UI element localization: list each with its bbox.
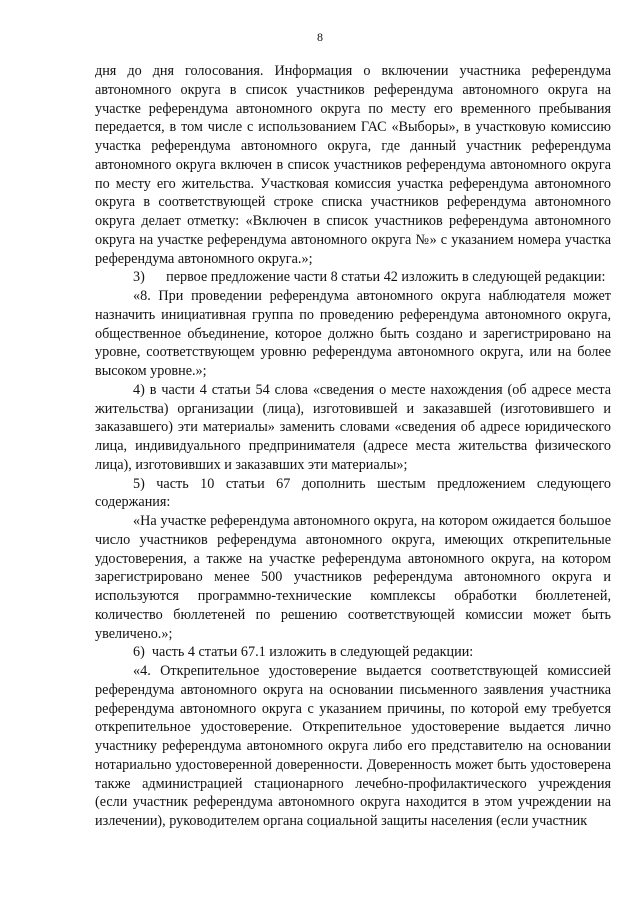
paragraph-continuation: дня до дня голосования. Информация о включении участника референдума автономного округа в список участников референдума автономного округа на участке референдума автономного округа по месту его временного пребывания передается, в том числе с использованием ГАС «Выборы», в участковую комиссию участка референдума автономного округа, где данный участник референдума автономного округа включен в список участников референдума автономного округа по месту его жительства. Участковая комиссия участка референдума автономного округа в соответствующей строке списка участников референдума автономного округа делает отметку: «Включен в список участников референдума автономного округа на участке референдума автономного округа №» с указанием номера участка референдума автономного округа.»; — [95, 63, 611, 267]
paragraph-quote-part-8: «8. При проведении референдума автономного округа наблюдателя может назначить инициативная группа по проведению референдума автономного округа, общественное объединение, которое должно быть создано и зарегистрировано на уровне, соответствующем уровню референдума автономного округа, или на более высоком уровне.»; — [95, 288, 611, 379]
paragraph-item-5: 5) часть 10 статьи 67 дополнить шестым предложением следующего содержания: — [95, 475, 611, 511]
paragraph-item-3: 3) первое предложение части 8 статьи 42 изложить в следующей редакции: — [133, 269, 606, 286]
paragraph-quote-sixth-sentence: «На участке референдума автономного округа, на котором ожидается большое число участников референдума автономного округа, имеющих открепительные удостоверения, а также на участке референдума автономного округа, на котором зарегистрировано менее 500 участников референдума автономного округа и используются программно-технические комплексы обработки бюллетеней, количество бюллетеней по решению соответствующей комиссии может быть увеличено.»; — [95, 513, 611, 642]
paragraph-item-4: 4) в части 4 статьи 54 слова «сведения о месте нахождения (об адресе места жительства) организации (лица), изготовившей и заказавшей (изготовившего и заказавшего) эти материалы» заменить словами «сведения об адресе юридического лица, индивидуального предпринимателя (адресе места жительства физического лица), изготовивших и заказавших эти материалы»; — [95, 381, 611, 473]
paragraph-item-6: 6) часть 4 статьи 67.1 изложить в следующей редакции: — [133, 644, 474, 661]
paragraph-quote-part-4: «4. Открепительное удостоверение выдается соответствующей комиссией референдума автономного округа на основании письменного заявления участника референдума автономного округа с указанием причины, по которой ему требуется открепительное удостоверение. Открепительное удостоверение выдается лично участнику референдума автономного округа либо его представителю на основании нотариально удостоверенной доверенности. Доверенность может быть удостоверена также администрацией стационарного лечебно-профилактического учреждения (если участник референдума автономного округа находится в этом учреждении на излечении), руководителем органа социальной защиты населения (если участник — [95, 663, 611, 829]
document-body — [95, 62, 611, 831]
page-number: 8 — [317, 30, 323, 44]
